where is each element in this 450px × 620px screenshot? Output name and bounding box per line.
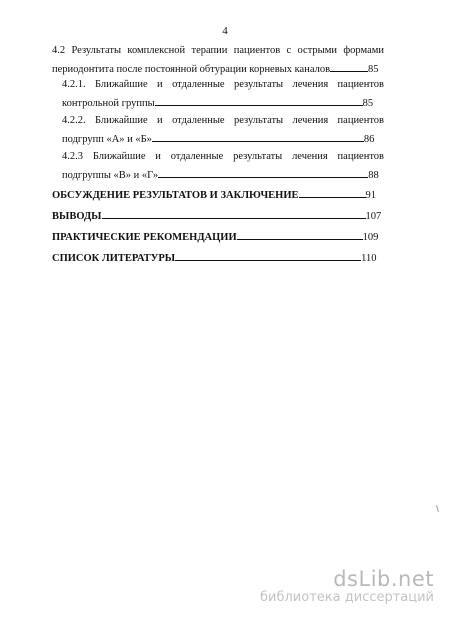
watermark	[260, 568, 434, 606]
leader-line	[155, 95, 363, 106]
leader-line	[152, 131, 364, 142]
toc-entry-discussion-text: ОБСУЖДЕНИЕ РЕЗУЛЬТАТОВ И ЗАКЛЮЧЕНИЕ	[52, 190, 299, 201]
toc-entry-4-2-3-line2	[62, 167, 379, 182]
leader-line	[330, 61, 368, 72]
toc-entry-recommendations	[52, 229, 378, 244]
toc-entry-4-2-2-page: 86	[363, 134, 375, 145]
toc-entry-4-2-2-line1: 4.2.2. Ближайшие и отдаленные результаты лечения пациентов	[62, 115, 384, 126]
toc-entry-4-2-1-line1: 4.2.1. Ближайшие и отдаленные результаты лечения пациентов	[62, 79, 384, 90]
toc-entry-recommendations-page: 109	[362, 232, 379, 243]
toc-entry-references-text: СПИСОК ЛИТЕРАТУРЫ	[52, 253, 176, 264]
toc-entry-4-2-1-page: 85	[362, 98, 374, 109]
page-number: 4	[222, 25, 228, 37]
toc-entry-references	[52, 250, 376, 265]
toc-entry-4-2-2-line2	[62, 131, 374, 146]
toc-entry-conclusions-text: ВЫВОДЫ	[52, 211, 102, 222]
toc-entry-4-2-3-text: подгруппы «В» и «Г»	[62, 170, 159, 181]
toc-entry-4-2-3-line1: 4.2.3 Ближайшие и отдаленные результаты лечения пациентов	[62, 151, 384, 162]
toc-entry-recommendations-text: ПРАКТИЧЕСКИЕ РЕКОМЕНДАЦИИ	[52, 232, 237, 243]
toc-entry-conclusions-page: 107	[365, 211, 382, 222]
toc-entry-4-2-line2	[52, 61, 379, 76]
leader-line	[175, 250, 361, 261]
toc-entry-4-2-1-text: контрольной группы	[62, 98, 155, 109]
toc-entry-discussion	[52, 187, 376, 202]
toc-entry-4-2-page: 85	[368, 64, 379, 75]
scan-mark	[436, 505, 439, 512]
leader-line	[102, 208, 366, 219]
toc-entry-discussion-page: 91	[365, 190, 377, 201]
toc-entry-references-page: 110	[361, 253, 377, 264]
leader-line	[158, 167, 368, 178]
toc-entry-4-2-3-page: 88	[368, 170, 379, 181]
toc-entry-conclusions	[52, 208, 381, 223]
toc-entry-4-2-text: периодонтита после постоянной обтурации корневых каналов	[52, 64, 331, 75]
watermark-logo: dsLib.net	[333, 567, 434, 591]
toc-entry-4-2-1-line2	[62, 95, 373, 110]
leader-line	[299, 187, 366, 198]
watermark-tagline: библиотека диссертаций	[260, 590, 434, 605]
toc-entry-4-2-2-text: подгрупп «А» и «Б»	[62, 134, 152, 145]
leader-line	[237, 229, 363, 240]
toc-entry-4-2-line1: 4.2 Результаты комплексной терапии пациентов с острыми формами	[52, 45, 384, 56]
